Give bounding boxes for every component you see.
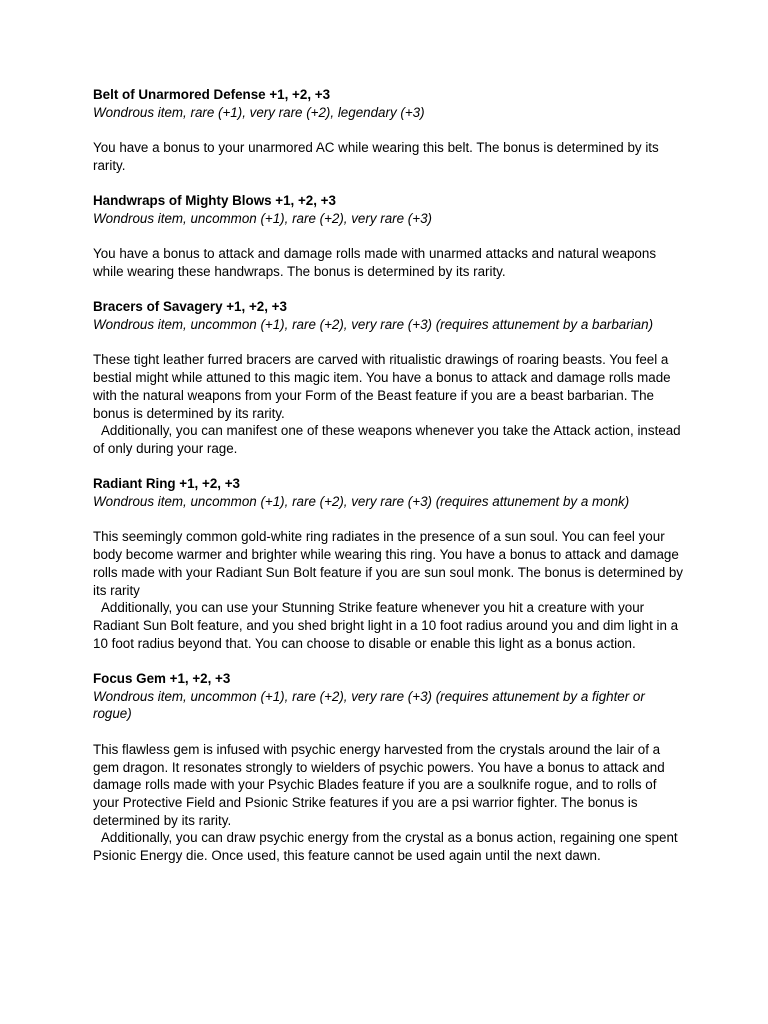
item-handwraps-of-mighty-blows <box>93 192 683 281</box>
item-bracers-of-savagery <box>93 298 683 457</box>
item-title: Radiant Ring +1, +2, +3 <box>93 476 240 492</box>
item-description: This seemingly common gold-white ring radiates in the presence of a sun soul. You can feel your body become warmer and brighter while wearing this ring. You have a bonus to attack and damage rolls made with your Radiant Sun Bolt feature if you are sun soul monk. The bonus is determined by its rarity <box>93 529 683 598</box>
item-additional-description: Additionally, you can use your Stunning Strike feature whenever you hit a creature with your Radiant Sun Bolt feature, and you shed bright light in a 10 foot radius around you and dim light in a 10 foot radius beyond that. You can choose to disable or enable this light as a bonus action. <box>93 600 679 651</box>
item-description: This flawless gem is infused with psychic energy harvested from the crystals around the lair of a gem dragon. It resonates strongly to wielders of psychic powers. You have a bonus to attack and damage rolls made with your Psychic Blades feature if you are a soulknife rogue, and to rolls of your Protective Field and Psionic Strike features if you are a psi warrior fighter. The bonus is determined by its rarity. <box>93 741 665 828</box>
item-subtitle: Wondrous item, uncommon (+1), rare (+2), very rare (+3) (requires attunement by a barbarian) <box>93 317 654 333</box>
item-subtitle: Wondrous item, uncommon (+1), rare (+2), very rare (+3) (requires attunement by a monk) <box>93 494 630 510</box>
item-description: These tight leather furred bracers are carved with ritualistic drawings of roaring beasts. You feel a bestial might while attuned to this magic item. You have a bonus to attack and damage rolls made with the natural weapons from your Form of the Beast feature if you are a beast barbarian. The bonus is determined by its rarity. <box>93 352 671 421</box>
item-title: Focus Gem +1, +2, +3 <box>93 671 231 687</box>
item-subtitle: Wondrous item, rare (+1), very rare (+2), legendary (+3) <box>93 104 425 120</box>
item-subtitle: Wondrous item, uncommon (+1), rare (+2), very rare (+3) <box>93 210 432 226</box>
item-additional-description: Additionally, you can draw psychic energy from the crystal as a bonus action, regaining one spent Psionic Energy die. Once used, this feature cannot be used again until the next dawn. <box>93 830 678 864</box>
item-description: You have a bonus to attack and damage rolls made with unarmed attacks and natural weapons while wearing these handwraps. The bonus is determined by its rarity. <box>93 246 657 279</box>
item-description: You have a bonus to your unarmored AC while wearing this belt. The bonus is determined by its rarity. <box>93 140 659 173</box>
item-radiant-ring <box>93 475 683 652</box>
item-title: Belt of Unarmored Defense +1, +2, +3 <box>93 87 331 102</box>
item-focus-gem <box>93 670 683 865</box>
item-title: Bracers of Savagery +1, +2, +3 <box>93 299 287 315</box>
document-page <box>93 86 683 882</box>
item-title: Handwraps of Mighty Blows +1, +2, +3 <box>93 193 336 209</box>
item-belt-of-unarmored-defense <box>93 86 683 175</box>
item-additional-description: Additionally, you can manifest one of these weapons whenever you take the Attack action, instead of only during your rage. <box>93 423 681 456</box>
item-subtitle: Wondrous item, uncommon (+1), rare (+2), very rare (+3) (requires attunement by a fighter or rogue) <box>93 688 645 722</box>
